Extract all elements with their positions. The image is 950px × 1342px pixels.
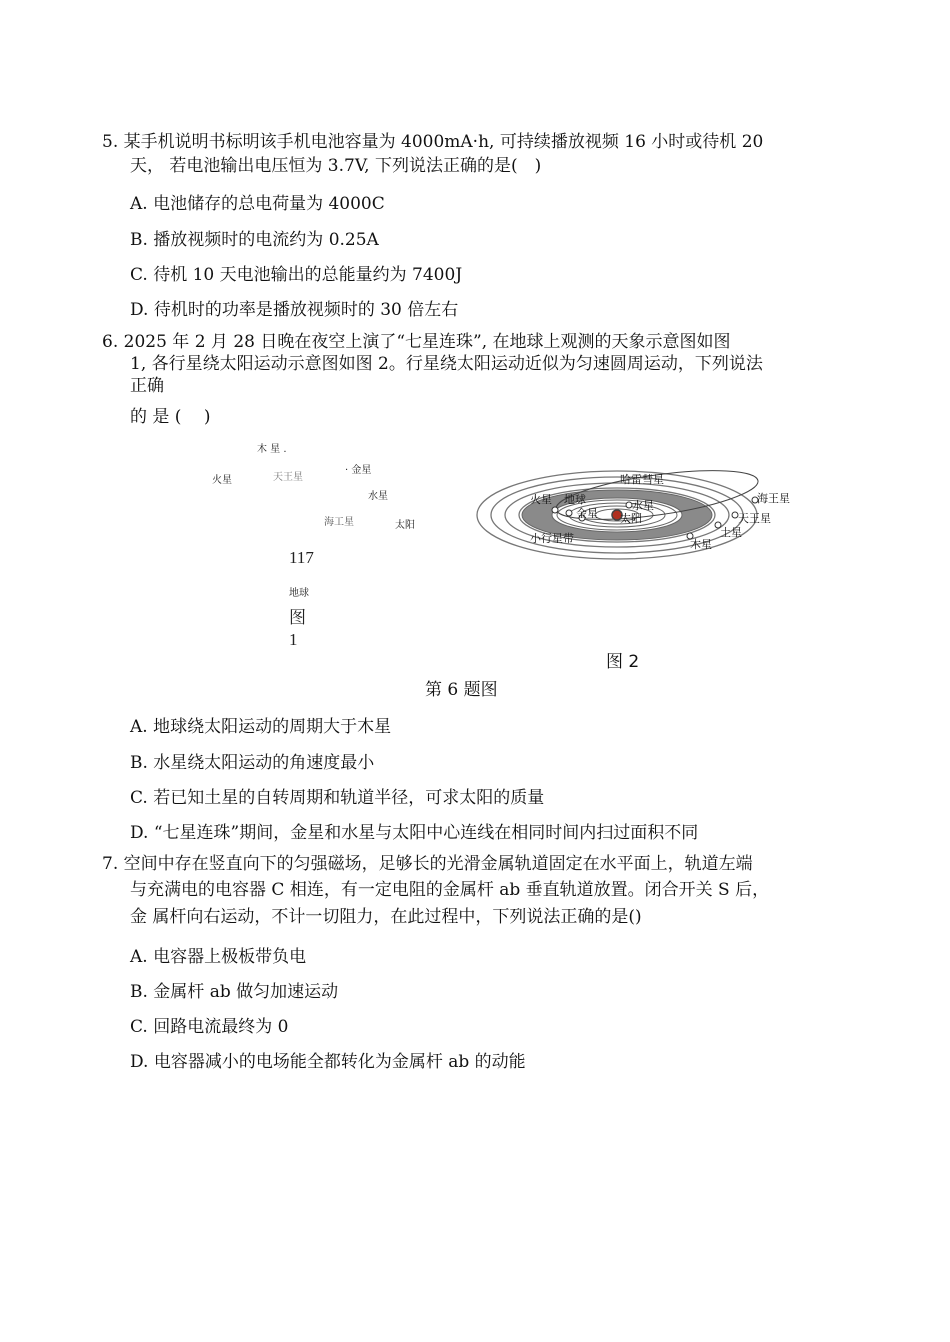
q5-stem-line2: 天， 若电池输出电压恒为 3.7V, 下列说法正确的是( ) [130,156,542,176]
q7-option-a: A. 电容器上极板带负电 [130,947,307,967]
q7-stem-line1: 7. 空间中存在竖直向下的匀强磁场，足够长的光滑金属轨道固定在水平面上，轨道左端 [102,854,753,874]
fig2-uranus-label: 天王星 [738,512,771,525]
q7-option-b: B. 金属杆 ab 做匀加速运动 [130,982,339,1002]
fig2-asteroid-label: 小行星带 [530,532,574,545]
fig1-jupiter-label: 木 星 . [257,444,287,455]
q6-option-d: D. “七星连珠”期间，金星和水星与太阳中心连线在相同时间内扫过面积不同 [130,823,699,843]
q6-option-b: B. 水星绕太阳运动的角速度最小 [130,753,375,773]
earth-dot [566,510,572,516]
fig1-venus-label: · 金星 [345,465,372,476]
fig1-sun-label: 太阳 [395,520,415,531]
q6-stem-line3: 正确 [130,376,164,396]
fig2-venus-label: 金星 [576,507,598,520]
fig2-halley-label: 哈雷彗星 [620,473,664,486]
fig1-mars-label: 火星 [212,475,232,486]
fig2-earth-label: 地球 [564,493,586,506]
q5-option-b: B. 播放视频时的电流约为 0.25A [130,230,379,250]
q6-stem-line1: 6. 2025 年 2 月 28 日晚在夜空上演了“七星连珠”, 在地球上观测的天象示意图如图 [102,332,731,352]
q5-stem-line1: 5. 某手机说明书标明该手机电池容量为 4000mA·h, 可持续播放视频 16 小时或待机 20 [102,132,764,152]
fig2-neptune-label: 海王星 [757,492,790,505]
q7-stem-line2: 与充满电的电容器 C 相连，有一定电阻的金属杆 ab 垂直轨道放置。闭合开关 S 后， [130,880,770,900]
fig2-mars-label: 火星 [530,493,552,506]
fig2-jupiter-label: 木星 [690,538,712,551]
fig1-earth-label: 地球 [289,588,309,599]
q5-option-c: C. 待机 10 天电池输出的总能量约为 7400J [130,265,463,285]
q5-option-d: D. 待机时的功率是播放视频时的 30 倍左右 [130,300,459,320]
fig1-neptune-label: 海工星 [324,517,354,528]
fig2-saturn-label: 土星 [720,526,742,539]
q6-stem-line2: 1, 各行星绕太阳运动示意图如图 2。行星绕太阳运动近似为匀速圆周运动，下列说法 [130,354,763,374]
q6-stem-line4: 的 是 ( ) [130,407,211,427]
q7-option-c: C. 回路电流最终为 0 [130,1017,289,1037]
q5-option-a: A. 电池储存的总电荷量为 4000C [130,194,385,214]
q7-stem-line3: 金 属杆向右运动，不计一切阻力，在此过程中，下列说法正确的是() [130,907,642,927]
fig2-sun-label: 太阳 [620,512,642,525]
figure-2-solar-system [472,450,802,560]
q6-figure-caption: 第 6 题图 [425,680,498,700]
q6-option-c: C. 若已知土星的自转周期和轨道半径，可求太阳的质量 [130,788,545,808]
mars-dot [552,507,558,513]
fig1-uranus-label: 天王星 [273,472,303,483]
fig2-mercury-label: 水星 [632,499,654,512]
fig1-number: 117 [289,548,314,567]
fig1-caption-b: 1 [289,630,298,649]
fig1-mercury-label: 水星 [368,491,388,502]
q6-option-a: A. 地球绕太阳运动的周期大于木星 [130,717,392,737]
fig2-caption: 图 2 [606,652,640,672]
q7-option-d: D. 电容器减小的电场能全都转化为金属杆 ab 的动能 [130,1052,526,1072]
fig1-caption-a: 图 [289,608,306,627]
